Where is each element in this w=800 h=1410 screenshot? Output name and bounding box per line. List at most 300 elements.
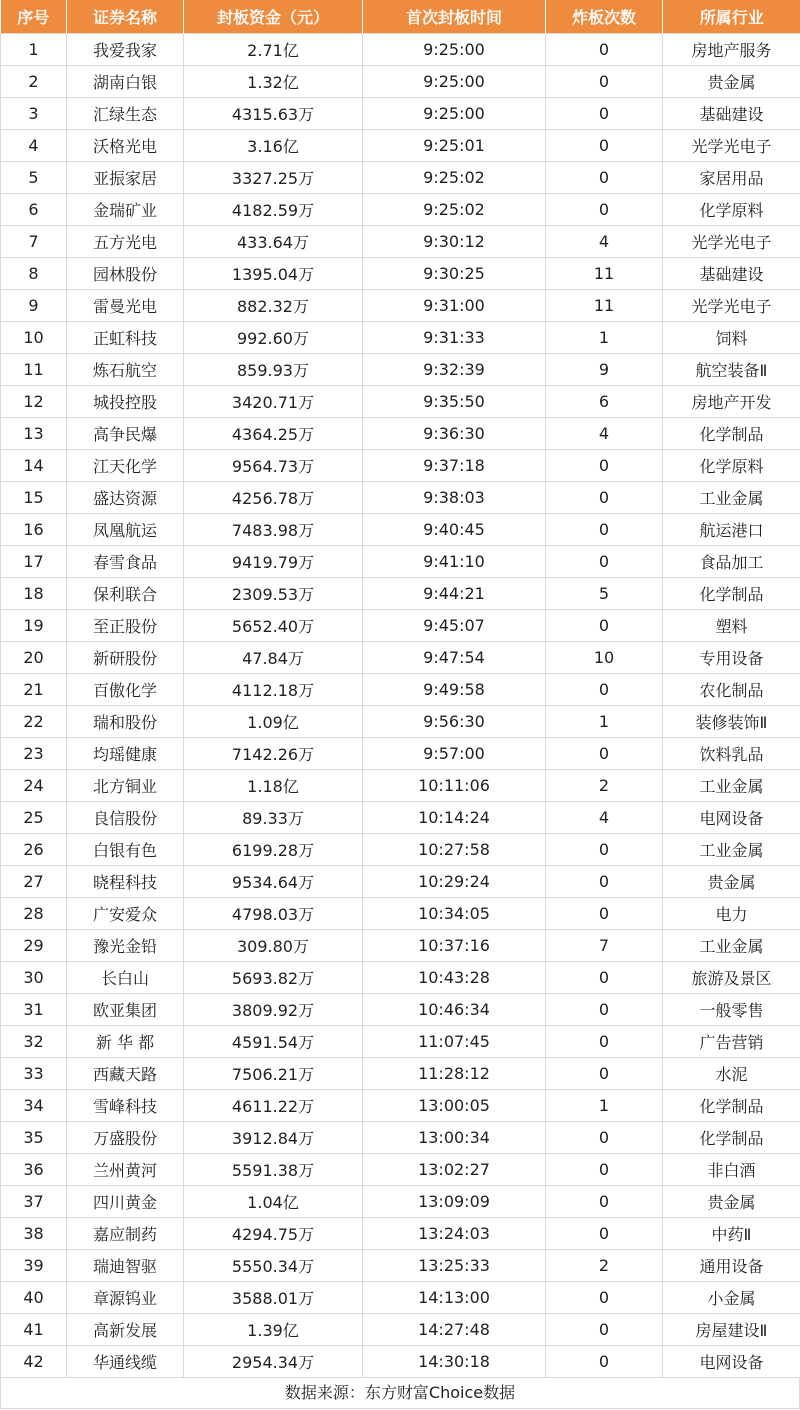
table-row bbox=[1, 898, 800, 930]
cell-stock-name: 良信股份 bbox=[67, 802, 184, 834]
cell-seal-funds: 992.60万 bbox=[184, 322, 363, 354]
cell-stock-name: 高新发展 bbox=[67, 1314, 184, 1346]
cell-seal-funds: 4112.18万 bbox=[184, 674, 363, 706]
cell-seal-funds: 4294.75万 bbox=[184, 1218, 363, 1250]
cell-stock-name: 嘉应制药 bbox=[67, 1218, 184, 1250]
cell-break-count: 0 bbox=[546, 98, 663, 130]
cell-industry: 广告营销 bbox=[663, 1026, 800, 1058]
cell-break-count: 1 bbox=[546, 322, 663, 354]
cell-stock-name: 保利联合 bbox=[67, 578, 184, 610]
cell-break-count: 4 bbox=[546, 802, 663, 834]
table-row bbox=[1, 290, 800, 322]
cell-seal-funds: 1.04亿 bbox=[184, 1186, 363, 1218]
cell-first-seal-time: 9:41:10 bbox=[363, 546, 546, 578]
cell-stock-name: 雪峰科技 bbox=[67, 1090, 184, 1122]
table-row bbox=[1, 418, 800, 450]
table-row bbox=[1, 994, 800, 1026]
cell-first-seal-time: 9:38:03 bbox=[363, 482, 546, 514]
cell-break-count: 6 bbox=[546, 386, 663, 418]
cell-stock-name: 万盛股份 bbox=[67, 1122, 184, 1154]
header-index: 序号 bbox=[1, 0, 67, 34]
table-header bbox=[1, 0, 800, 34]
table-row bbox=[1, 1314, 800, 1346]
cell-index: 25 bbox=[1, 802, 67, 834]
header-seal-funds: 封板资金（元） bbox=[184, 0, 363, 34]
cell-stock-name: 华通线缆 bbox=[67, 1346, 184, 1378]
cell-seal-funds: 4182.59万 bbox=[184, 194, 363, 226]
table-row bbox=[1, 98, 800, 130]
cell-seal-funds: 5550.34万 bbox=[184, 1250, 363, 1282]
cell-seal-funds: 4364.25万 bbox=[184, 418, 363, 450]
cell-break-count: 10 bbox=[546, 642, 663, 674]
cell-first-seal-time: 9:25:02 bbox=[363, 162, 546, 194]
cell-index: 24 bbox=[1, 770, 67, 802]
table-row bbox=[1, 258, 800, 290]
cell-index: 23 bbox=[1, 738, 67, 770]
cell-index: 28 bbox=[1, 898, 67, 930]
cell-index: 16 bbox=[1, 514, 67, 546]
table-row bbox=[1, 1282, 800, 1314]
cell-industry: 航运港口 bbox=[663, 514, 800, 546]
cell-stock-name: 凤凰航运 bbox=[67, 514, 184, 546]
cell-stock-name: 欧亚集团 bbox=[67, 994, 184, 1026]
cell-first-seal-time: 9:35:50 bbox=[363, 386, 546, 418]
cell-break-count: 0 bbox=[546, 1282, 663, 1314]
cell-industry: 小金属 bbox=[663, 1282, 800, 1314]
cell-break-count: 0 bbox=[546, 610, 663, 642]
cell-break-count: 0 bbox=[546, 1026, 663, 1058]
cell-industry: 化学制品 bbox=[663, 1090, 800, 1122]
cell-break-count: 0 bbox=[546, 130, 663, 162]
table-row bbox=[1, 706, 800, 738]
cell-industry: 化学原料 bbox=[663, 194, 800, 226]
cell-stock-name: 我爱我家 bbox=[67, 34, 184, 66]
cell-stock-name: 汇绿生态 bbox=[67, 98, 184, 130]
table-row bbox=[1, 450, 800, 482]
cell-stock-name: 江天化学 bbox=[67, 450, 184, 482]
cell-stock-name: 晓程科技 bbox=[67, 866, 184, 898]
cell-first-seal-time: 9:56:30 bbox=[363, 706, 546, 738]
cell-first-seal-time: 14:13:00 bbox=[363, 1282, 546, 1314]
cell-index: 2 bbox=[1, 66, 67, 98]
cell-break-count: 0 bbox=[546, 546, 663, 578]
cell-seal-funds: 4611.22万 bbox=[184, 1090, 363, 1122]
cell-first-seal-time: 13:00:05 bbox=[363, 1090, 546, 1122]
table-row bbox=[1, 802, 800, 834]
cell-industry: 工业金属 bbox=[663, 482, 800, 514]
cell-first-seal-time: 14:27:48 bbox=[363, 1314, 546, 1346]
cell-industry: 贵金属 bbox=[663, 66, 800, 98]
cell-first-seal-time: 13:00:34 bbox=[363, 1122, 546, 1154]
cell-index: 14 bbox=[1, 450, 67, 482]
cell-break-count: 0 bbox=[546, 1314, 663, 1346]
cell-break-count: 4 bbox=[546, 226, 663, 258]
cell-break-count: 0 bbox=[546, 1346, 663, 1378]
cell-first-seal-time: 10:37:16 bbox=[363, 930, 546, 962]
cell-industry: 食品加工 bbox=[663, 546, 800, 578]
cell-stock-name: 章源钨业 bbox=[67, 1282, 184, 1314]
cell-industry: 专用设备 bbox=[663, 642, 800, 674]
cell-industry: 航空装备Ⅱ bbox=[663, 354, 800, 386]
cell-industry: 饲料 bbox=[663, 322, 800, 354]
cell-stock-name: 白银有色 bbox=[67, 834, 184, 866]
cell-break-count: 2 bbox=[546, 770, 663, 802]
table-row bbox=[1, 1122, 800, 1154]
cell-break-count: 0 bbox=[546, 482, 663, 514]
cell-break-count: 0 bbox=[546, 674, 663, 706]
cell-break-count: 0 bbox=[546, 66, 663, 98]
header-first-seal-time: 首次封板时间 bbox=[363, 0, 546, 34]
cell-first-seal-time: 9:40:45 bbox=[363, 514, 546, 546]
cell-index: 42 bbox=[1, 1346, 67, 1378]
cell-industry: 一般零售 bbox=[663, 994, 800, 1026]
cell-industry: 装修装饰Ⅱ bbox=[663, 706, 800, 738]
cell-seal-funds: 89.33万 bbox=[184, 802, 363, 834]
cell-stock-name: 瑞迪智驱 bbox=[67, 1250, 184, 1282]
cell-index: 12 bbox=[1, 386, 67, 418]
cell-index: 40 bbox=[1, 1282, 67, 1314]
cell-first-seal-time: 9:36:30 bbox=[363, 418, 546, 450]
cell-industry: 房地产服务 bbox=[663, 34, 800, 66]
cell-industry: 房屋建设Ⅱ bbox=[663, 1314, 800, 1346]
cell-first-seal-time: 9:25:00 bbox=[363, 66, 546, 98]
header-break-count: 炸板次数 bbox=[546, 0, 663, 34]
cell-index: 5 bbox=[1, 162, 67, 194]
table-row bbox=[1, 162, 800, 194]
cell-index: 37 bbox=[1, 1186, 67, 1218]
cell-break-count: 5 bbox=[546, 578, 663, 610]
cell-industry: 非白酒 bbox=[663, 1154, 800, 1186]
cell-break-count: 0 bbox=[546, 738, 663, 770]
cell-index: 6 bbox=[1, 194, 67, 226]
cell-industry: 贵金属 bbox=[663, 1186, 800, 1218]
cell-stock-name: 新 华 都 bbox=[67, 1026, 184, 1058]
cell-first-seal-time: 9:30:12 bbox=[363, 226, 546, 258]
cell-seal-funds: 9534.64万 bbox=[184, 866, 363, 898]
table-row bbox=[1, 1186, 800, 1218]
cell-industry: 工业金属 bbox=[663, 930, 800, 962]
cell-industry: 电力 bbox=[663, 898, 800, 930]
cell-seal-funds: 1.39亿 bbox=[184, 1314, 363, 1346]
cell-seal-funds: 7506.21万 bbox=[184, 1058, 363, 1090]
cell-industry: 化学制品 bbox=[663, 578, 800, 610]
cell-break-count: 0 bbox=[546, 994, 663, 1026]
cell-first-seal-time: 9:45:07 bbox=[363, 610, 546, 642]
cell-index: 27 bbox=[1, 866, 67, 898]
table-row bbox=[1, 386, 800, 418]
cell-first-seal-time: 10:46:34 bbox=[363, 994, 546, 1026]
cell-seal-funds: 4798.03万 bbox=[184, 898, 363, 930]
cell-industry: 化学制品 bbox=[663, 418, 800, 450]
header-industry: 所属行业 bbox=[663, 0, 800, 34]
table-row bbox=[1, 610, 800, 642]
cell-break-count: 0 bbox=[546, 162, 663, 194]
table-row bbox=[1, 1058, 800, 1090]
cell-first-seal-time: 9:25:00 bbox=[363, 34, 546, 66]
cell-industry: 基础建设 bbox=[663, 258, 800, 290]
cell-break-count: 0 bbox=[546, 194, 663, 226]
table-row bbox=[1, 546, 800, 578]
cell-seal-funds: 4591.54万 bbox=[184, 1026, 363, 1058]
cell-stock-name: 西藏天路 bbox=[67, 1058, 184, 1090]
cell-seal-funds: 1.32亿 bbox=[184, 66, 363, 98]
cell-stock-name: 五方光电 bbox=[67, 226, 184, 258]
cell-first-seal-time: 9:49:58 bbox=[363, 674, 546, 706]
cell-seal-funds: 3588.01万 bbox=[184, 1282, 363, 1314]
cell-industry: 家居用品 bbox=[663, 162, 800, 194]
cell-first-seal-time: 14:30:18 bbox=[363, 1346, 546, 1378]
cell-seal-funds: 3912.84万 bbox=[184, 1122, 363, 1154]
cell-industry: 饮料乳品 bbox=[663, 738, 800, 770]
cell-stock-name: 兰州黄河 bbox=[67, 1154, 184, 1186]
cell-index: 1 bbox=[1, 34, 67, 66]
cell-stock-name: 雷曼光电 bbox=[67, 290, 184, 322]
table-row bbox=[1, 34, 800, 66]
cell-index: 18 bbox=[1, 578, 67, 610]
cell-break-count: 0 bbox=[546, 34, 663, 66]
cell-stock-name: 亚振家居 bbox=[67, 162, 184, 194]
cell-first-seal-time: 10:27:58 bbox=[363, 834, 546, 866]
cell-stock-name: 高争民爆 bbox=[67, 418, 184, 450]
table-row bbox=[1, 738, 800, 770]
cell-seal-funds: 7142.26万 bbox=[184, 738, 363, 770]
cell-seal-funds: 3327.25万 bbox=[184, 162, 363, 194]
cell-seal-funds: 7483.98万 bbox=[184, 514, 363, 546]
cell-index: 13 bbox=[1, 418, 67, 450]
cell-seal-funds: 4315.63万 bbox=[184, 98, 363, 130]
cell-stock-name: 金瑞矿业 bbox=[67, 194, 184, 226]
cell-industry: 化学原料 bbox=[663, 450, 800, 482]
cell-stock-name: 城投控股 bbox=[67, 386, 184, 418]
table-row bbox=[1, 1090, 800, 1122]
cell-industry: 农化制品 bbox=[663, 674, 800, 706]
cell-index: 26 bbox=[1, 834, 67, 866]
table-row bbox=[1, 1218, 800, 1250]
cell-first-seal-time: 11:28:12 bbox=[363, 1058, 546, 1090]
cell-industry: 化学制品 bbox=[663, 1122, 800, 1154]
cell-index: 29 bbox=[1, 930, 67, 962]
table-row bbox=[1, 322, 800, 354]
cell-seal-funds: 3809.92万 bbox=[184, 994, 363, 1026]
cell-index: 8 bbox=[1, 258, 67, 290]
cell-seal-funds: 1395.04万 bbox=[184, 258, 363, 290]
cell-stock-name: 均瑶健康 bbox=[67, 738, 184, 770]
cell-break-count: 7 bbox=[546, 930, 663, 962]
cell-index: 33 bbox=[1, 1058, 67, 1090]
cell-seal-funds: 882.32万 bbox=[184, 290, 363, 322]
cell-industry: 光学光电子 bbox=[663, 290, 800, 322]
cell-index: 9 bbox=[1, 290, 67, 322]
cell-index: 32 bbox=[1, 1026, 67, 1058]
cell-first-seal-time: 9:25:01 bbox=[363, 130, 546, 162]
cell-break-count: 11 bbox=[546, 258, 663, 290]
cell-index: 21 bbox=[1, 674, 67, 706]
cell-industry: 电网设备 bbox=[663, 802, 800, 834]
cell-seal-funds: 6199.28万 bbox=[184, 834, 363, 866]
table-row bbox=[1, 514, 800, 546]
cell-break-count: 4 bbox=[546, 418, 663, 450]
cell-seal-funds: 433.64万 bbox=[184, 226, 363, 258]
cell-industry: 电网设备 bbox=[663, 1346, 800, 1378]
cell-industry: 旅游及景区 bbox=[663, 962, 800, 994]
cell-index: 20 bbox=[1, 642, 67, 674]
cell-seal-funds: 5693.82万 bbox=[184, 962, 363, 994]
cell-index: 34 bbox=[1, 1090, 67, 1122]
cell-index: 15 bbox=[1, 482, 67, 514]
cell-industry: 中药Ⅱ bbox=[663, 1218, 800, 1250]
table-row bbox=[1, 354, 800, 386]
cell-stock-name: 瑞和股份 bbox=[67, 706, 184, 738]
table-row bbox=[1, 1026, 800, 1058]
table-row bbox=[1, 194, 800, 226]
cell-break-count: 0 bbox=[546, 1186, 663, 1218]
cell-break-count: 2 bbox=[546, 1250, 663, 1282]
cell-seal-funds: 4256.78万 bbox=[184, 482, 363, 514]
cell-seal-funds: 1.18亿 bbox=[184, 770, 363, 802]
cell-seal-funds: 2309.53万 bbox=[184, 578, 363, 610]
cell-industry: 工业金属 bbox=[663, 770, 800, 802]
table-row bbox=[1, 930, 800, 962]
cell-first-seal-time: 9:31:33 bbox=[363, 322, 546, 354]
table-row bbox=[1, 1154, 800, 1186]
cell-stock-name: 盛达资源 bbox=[67, 482, 184, 514]
cell-index: 4 bbox=[1, 130, 67, 162]
header-stock-name: 证券名称 bbox=[67, 0, 184, 34]
cell-seal-funds: 859.93万 bbox=[184, 354, 363, 386]
cell-seal-funds: 5652.40万 bbox=[184, 610, 363, 642]
table-row bbox=[1, 1346, 800, 1378]
cell-break-count: 1 bbox=[546, 706, 663, 738]
cell-stock-name: 湖南白银 bbox=[67, 66, 184, 98]
cell-index: 31 bbox=[1, 994, 67, 1026]
cell-index: 7 bbox=[1, 226, 67, 258]
cell-index: 17 bbox=[1, 546, 67, 578]
cell-first-seal-time: 9:31:00 bbox=[363, 290, 546, 322]
cell-break-count: 0 bbox=[546, 514, 663, 546]
cell-stock-name: 豫光金铅 bbox=[67, 930, 184, 962]
cell-first-seal-time: 13:25:33 bbox=[363, 1250, 546, 1282]
cell-seal-funds: 2.71亿 bbox=[184, 34, 363, 66]
cell-seal-funds: 5591.38万 bbox=[184, 1154, 363, 1186]
table-row bbox=[1, 482, 800, 514]
cell-first-seal-time: 9:30:25 bbox=[363, 258, 546, 290]
table-row bbox=[1, 866, 800, 898]
cell-break-count: 1 bbox=[546, 1090, 663, 1122]
cell-industry: 工业金属 bbox=[663, 834, 800, 866]
cell-break-count: 0 bbox=[546, 962, 663, 994]
table-row bbox=[1, 642, 800, 674]
cell-seal-funds: 2954.34万 bbox=[184, 1346, 363, 1378]
cell-seal-funds: 47.84万 bbox=[184, 642, 363, 674]
cell-break-count: 0 bbox=[546, 1058, 663, 1090]
cell-industry: 光学光电子 bbox=[663, 130, 800, 162]
table-row bbox=[1, 674, 800, 706]
cell-industry: 水泥 bbox=[663, 1058, 800, 1090]
cell-first-seal-time: 10:11:06 bbox=[363, 770, 546, 802]
cell-stock-name: 春雪食品 bbox=[67, 546, 184, 578]
cell-index: 3 bbox=[1, 98, 67, 130]
cell-break-count: 0 bbox=[546, 1122, 663, 1154]
cell-index: 22 bbox=[1, 706, 67, 738]
cell-seal-funds: 309.80万 bbox=[184, 930, 363, 962]
table-row bbox=[1, 130, 800, 162]
cell-first-seal-time: 9:57:00 bbox=[363, 738, 546, 770]
cell-index: 30 bbox=[1, 962, 67, 994]
cell-first-seal-time: 13:02:27 bbox=[363, 1154, 546, 1186]
cell-stock-name: 广安爱众 bbox=[67, 898, 184, 930]
cell-stock-name: 至正股份 bbox=[67, 610, 184, 642]
cell-index: 11 bbox=[1, 354, 67, 386]
cell-seal-funds: 1.09亿 bbox=[184, 706, 363, 738]
cell-first-seal-time: 9:47:54 bbox=[363, 642, 546, 674]
cell-industry: 通用设备 bbox=[663, 1250, 800, 1282]
cell-industry: 基础建设 bbox=[663, 98, 800, 130]
cell-break-count: 9 bbox=[546, 354, 663, 386]
cell-stock-name: 园林股份 bbox=[67, 258, 184, 290]
cell-index: 10 bbox=[1, 322, 67, 354]
cell-industry: 房地产开发 bbox=[663, 386, 800, 418]
cell-stock-name: 北方铜业 bbox=[67, 770, 184, 802]
cell-index: 39 bbox=[1, 1250, 67, 1282]
cell-industry: 光学光电子 bbox=[663, 226, 800, 258]
table-row bbox=[1, 578, 800, 610]
cell-stock-name: 正虹科技 bbox=[67, 322, 184, 354]
cell-seal-funds: 3.16亿 bbox=[184, 130, 363, 162]
cell-first-seal-time: 9:25:02 bbox=[363, 194, 546, 226]
table-body bbox=[1, 34, 800, 1378]
cell-first-seal-time: 10:34:05 bbox=[363, 898, 546, 930]
cell-break-count: 0 bbox=[546, 1154, 663, 1186]
cell-break-count: 11 bbox=[546, 290, 663, 322]
cell-stock-name: 新研股份 bbox=[67, 642, 184, 674]
cell-first-seal-time: 9:32:39 bbox=[363, 354, 546, 386]
table-row bbox=[1, 226, 800, 258]
cell-seal-funds: 9419.79万 bbox=[184, 546, 363, 578]
cell-index: 38 bbox=[1, 1218, 67, 1250]
table-row bbox=[1, 962, 800, 994]
cell-index: 35 bbox=[1, 1122, 67, 1154]
cell-first-seal-time: 9:25:00 bbox=[363, 98, 546, 130]
data-source-footer: 数据来源：东方财富Choice数据 bbox=[0, 1378, 800, 1409]
table-row bbox=[1, 770, 800, 802]
cell-first-seal-time: 13:24:03 bbox=[363, 1218, 546, 1250]
cell-first-seal-time: 10:29:24 bbox=[363, 866, 546, 898]
cell-break-count: 0 bbox=[546, 1218, 663, 1250]
cell-break-count: 0 bbox=[546, 450, 663, 482]
cell-seal-funds: 3420.71万 bbox=[184, 386, 363, 418]
cell-index: 36 bbox=[1, 1154, 67, 1186]
cell-break-count: 0 bbox=[546, 834, 663, 866]
cell-first-seal-time: 10:43:28 bbox=[363, 962, 546, 994]
cell-stock-name: 炼石航空 bbox=[67, 354, 184, 386]
table-row bbox=[1, 66, 800, 98]
cell-stock-name: 四川黄金 bbox=[67, 1186, 184, 1218]
cell-stock-name: 长白山 bbox=[67, 962, 184, 994]
cell-index: 41 bbox=[1, 1314, 67, 1346]
cell-break-count: 0 bbox=[546, 898, 663, 930]
cell-first-seal-time: 11:07:45 bbox=[363, 1026, 546, 1058]
cell-first-seal-time: 9:37:18 bbox=[363, 450, 546, 482]
cell-index: 19 bbox=[1, 610, 67, 642]
cell-seal-funds: 9564.73万 bbox=[184, 450, 363, 482]
cell-stock-name: 沃格光电 bbox=[67, 130, 184, 162]
cell-first-seal-time: 9:44:21 bbox=[363, 578, 546, 610]
table-row bbox=[1, 834, 800, 866]
table-row bbox=[1, 1250, 800, 1282]
cell-industry: 塑料 bbox=[663, 610, 800, 642]
cell-first-seal-time: 13:09:09 bbox=[363, 1186, 546, 1218]
cell-stock-name: 百傲化学 bbox=[67, 674, 184, 706]
